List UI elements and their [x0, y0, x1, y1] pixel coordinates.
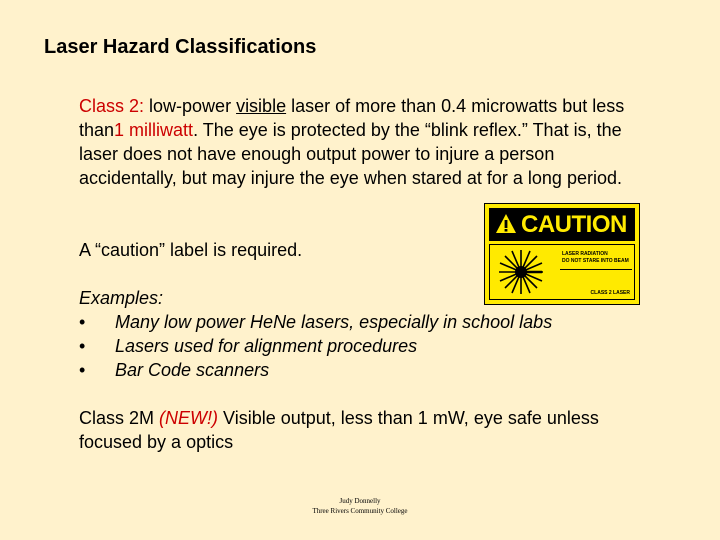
caution-header-bar — [489, 208, 635, 241]
warning-line-1: LASER RADIATION — [562, 251, 608, 257]
list-item — [79, 358, 659, 382]
laser-warning-text — [562, 251, 629, 265]
caution-required-note: A “caution” label is required. — [79, 240, 303, 260]
list-item — [79, 310, 659, 334]
class-2m-description — [79, 406, 639, 454]
warning-line-2: DO NOT STARE INTO BEAM — [562, 258, 629, 264]
class-2-description — [79, 94, 649, 190]
class-2-text-a: low-power — [144, 96, 237, 116]
warning-triangle-icon — [495, 213, 517, 235]
laser-starburst-icon — [498, 249, 544, 295]
example-item-text: Lasers used for alignment procedures — [115, 336, 418, 356]
bullet-marker: • — [79, 312, 86, 332]
caution-label-image — [484, 203, 640, 305]
caution-word: CAUTION — [521, 211, 627, 238]
footer-author: Judy Donnelly — [339, 497, 381, 505]
class-2m-text: Visible output, less than 1 mW, eye safe unless focused by a optics — [79, 408, 599, 452]
class-2-label: Class 2: — [79, 96, 145, 116]
laser-class-text: CLASS 2 LASER — [590, 290, 630, 296]
bullet-marker: • — [79, 336, 86, 356]
list-item — [79, 334, 659, 358]
visible-underlined-word: visible — [236, 96, 287, 116]
example-item-text: Bar Code scanners — [115, 360, 270, 380]
milliwatt-highlight: 1 milliwatt — [114, 120, 194, 140]
slide-title: Laser Hazard Classifications — [44, 36, 317, 58]
bullet-marker: • — [79, 360, 86, 380]
class-2-text-c: . The eye is protected by the “blink reflex.” That is, the laser does not have enough output power to injure a person accidentally, but may injure the eye when stared at for a long period. — [79, 120, 622, 188]
new-tag: (NEW!) — [159, 408, 219, 428]
examples-heading: Examples: — [79, 288, 164, 308]
class-2m-label: Class 2M — [79, 408, 155, 428]
caution-inner-panel — [489, 244, 635, 300]
example-item-text: Many low power HeNe lasers, especially in school labs — [115, 312, 553, 332]
class-2-text-b: laser of more than 0.4 microwatts but less than — [79, 96, 625, 140]
footer-school: Three Rivers Community College — [312, 507, 408, 515]
examples-list — [79, 310, 659, 382]
warning-rule — [560, 269, 632, 270]
